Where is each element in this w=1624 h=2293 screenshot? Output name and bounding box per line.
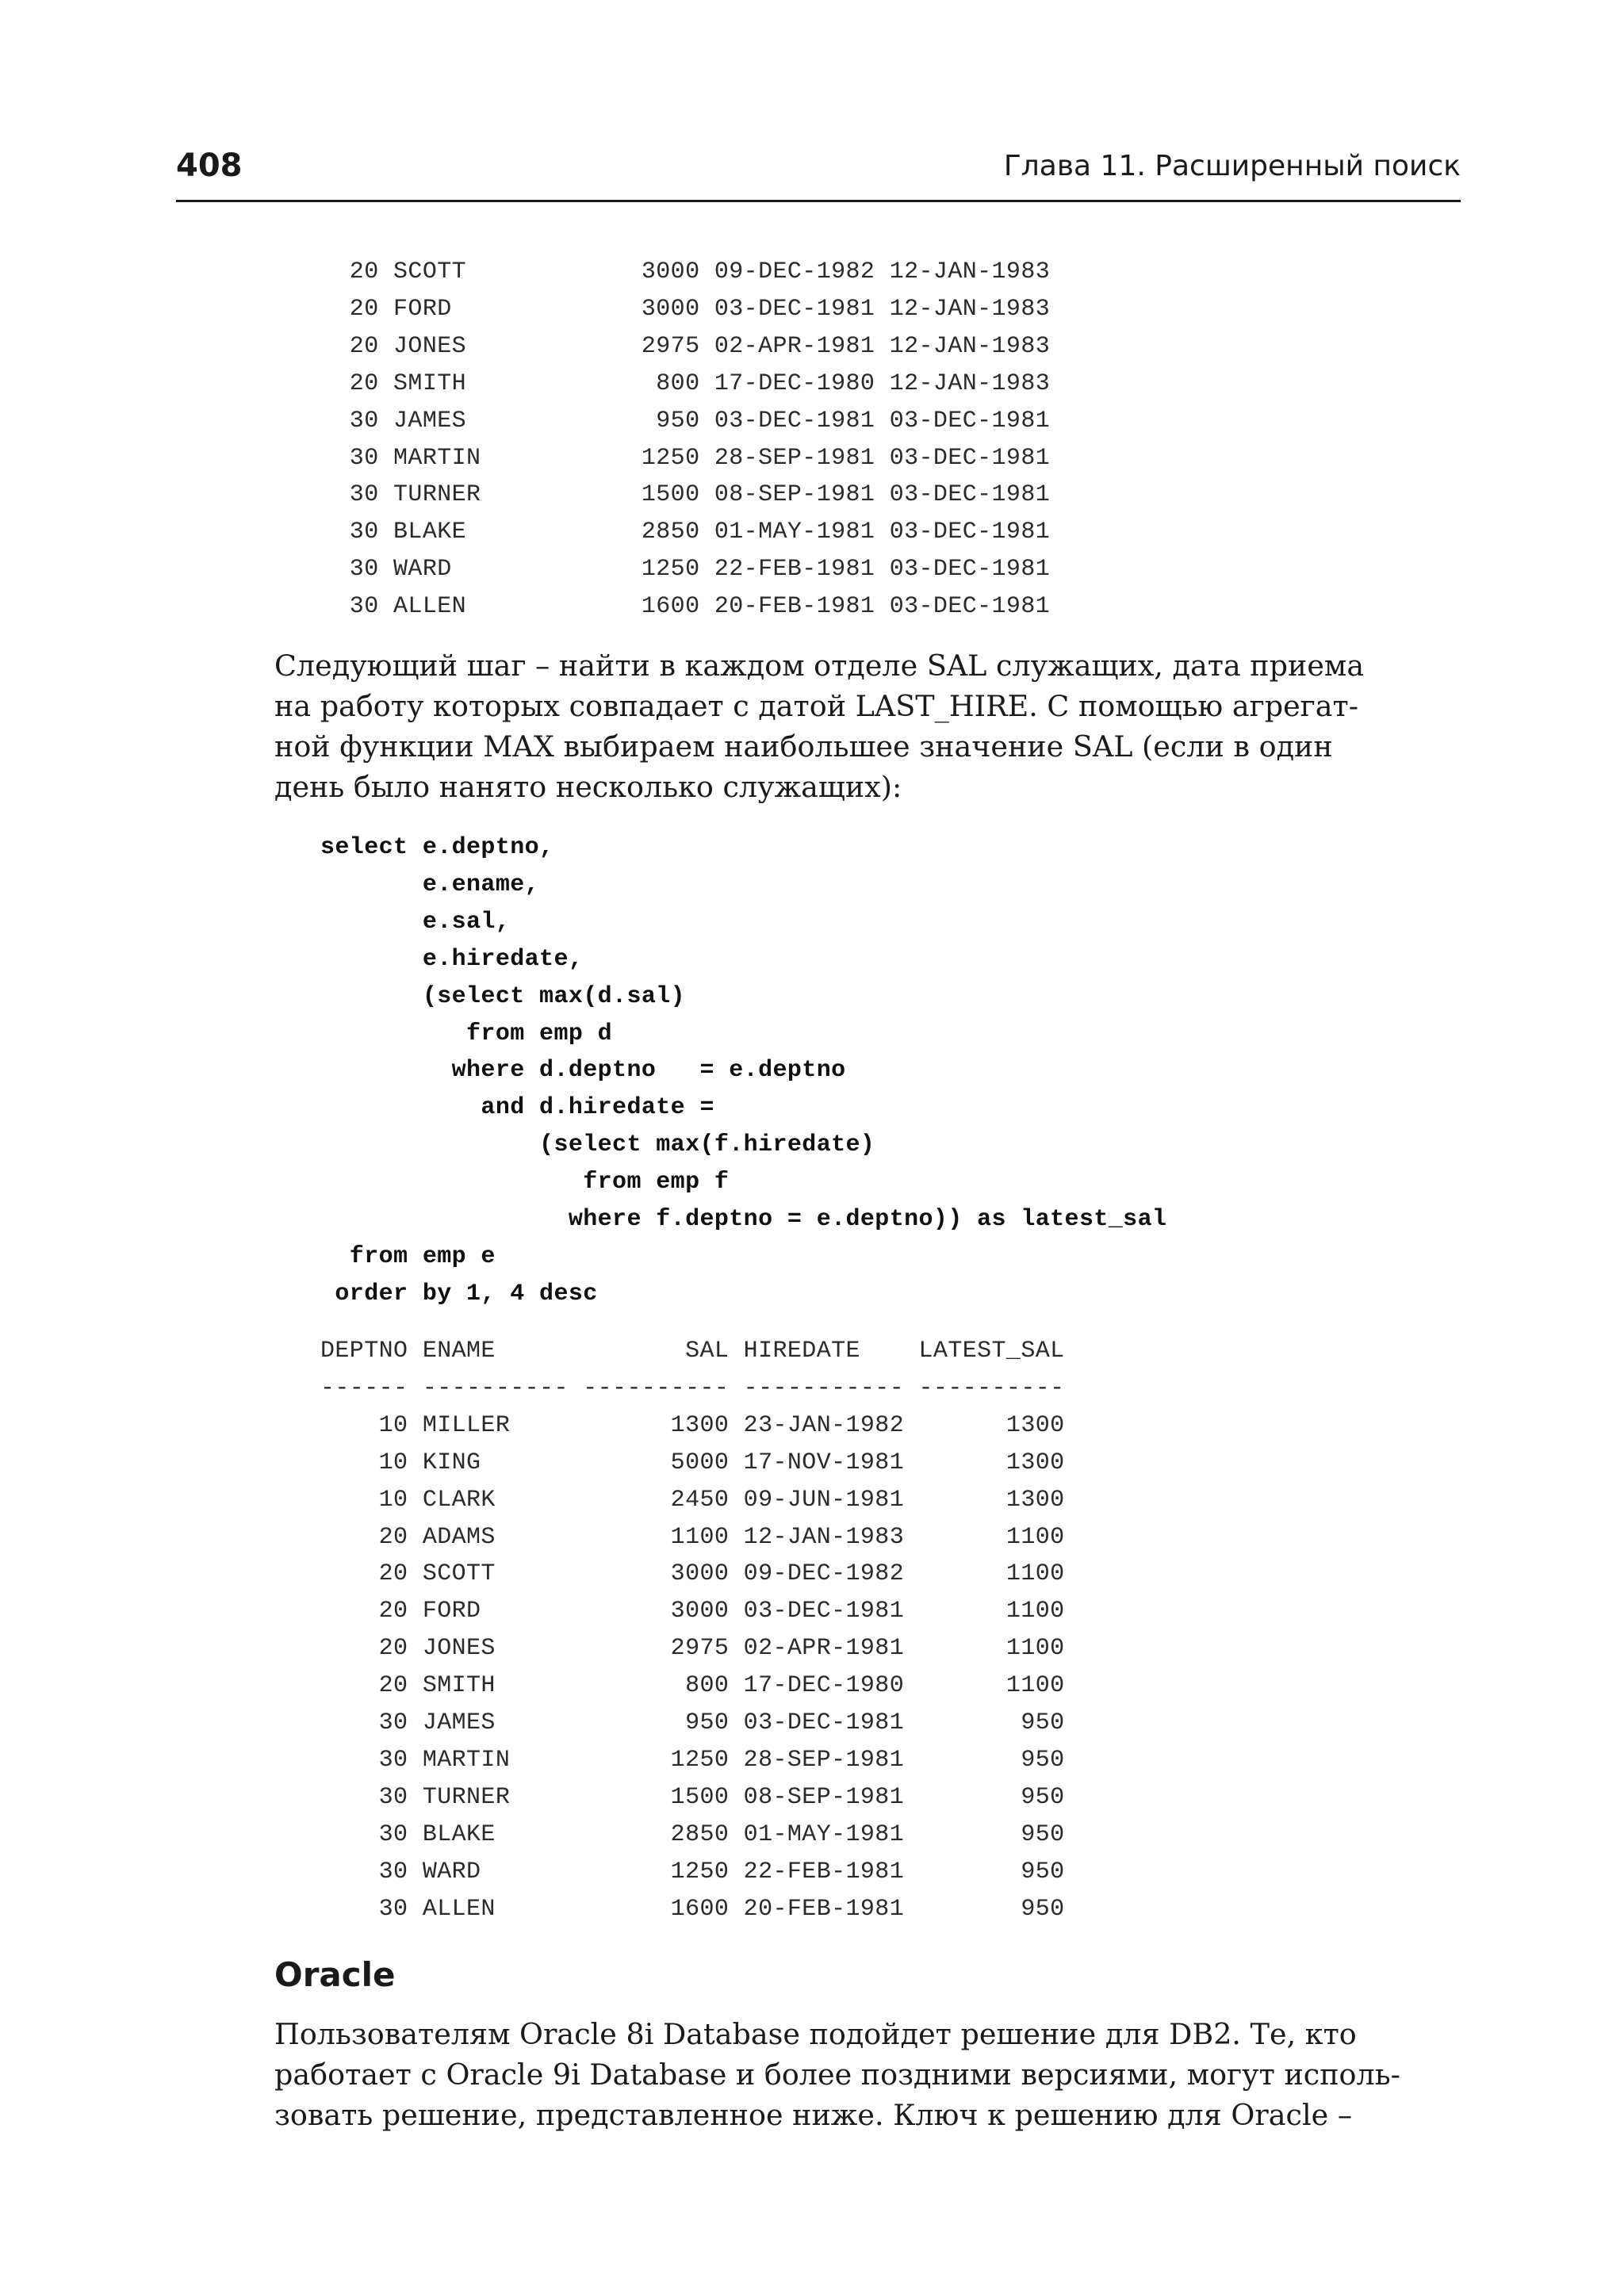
paragraph-line: работает с Oracle 9i Database и более поздними версиями, могут исполь- <box>274 2058 1400 2092</box>
chapter-title: Глава 11. Расширенный поиск <box>1003 150 1461 182</box>
sql-code-listing: select e.deptno, e.ename, e.sal, e.hiredate, (select max(d.sal) from emp d where d.deptno = e.deptno and d.hiredate = (select max(f.hiredate) from emp f where f.deptno = e.deptno)) as latest_sal from emp e order by 1, 4 desc <box>320 834 1167 1307</box>
paragraph-line: на работу которых совпадает с датой LAST_HIRE. С помощью агрегат- <box>274 689 1359 723</box>
body-paragraph-2 <box>274 2014 1400 2135</box>
paragraph-line: Пользователям Oracle 8i Database подойдет решение для DB2. Те, кто <box>274 2017 1357 2051</box>
body-paragraph-1 <box>274 645 1364 807</box>
paragraph-line: Следующий шаг – найти в каждом отделе SAL служащих, дата приема <box>274 649 1365 683</box>
query-result-table-top: 20 SCOTT 3000 09-DEC-1982 12-JAN-1983 20 FORD 3000 03-DEC-1981 12-JAN-1983 20 JONES 2975 02-APR-1981 12-JAN-1983 20 SMITH 800 17-DEC-1980 12-JAN-1983 30 JAMES 950 03-DEC-1981 03-DEC-1981 30 MARTIN 1250 28-SEP-1981 03-DEC-1981 30 TURNER 1500 08-SEP-1981 03-DEC-1981 30 BLAKE 2850 01-MAY-1981 03-DEC-1981 30 WARD 1250 22-FEB-1981 03-DEC-1981 30 ALLEN 1600 20-FEB-1981 03-DEC-1981 <box>349 258 1051 621</box>
section-heading-oracle: Oracle <box>274 1955 396 1994</box>
query-result-table-bottom: DEPTNO ENAME SAL HIREDATE LATEST_SAL ------ ---------- ---------- ----------- ---------- 10 MILLER 1300 23-JAN-1982 1300 10 KING 5000 17-NOV-1981 1300 10 CLARK 2450 09-JUN-1981 1300 20 ADAMS 1100 12-JAN-1983 1100 20 SCOTT 3000 09-DEC-1982 1100 20 FORD 3000 03-DEC-1981 1100 20 JONES 2975 02-APR-1981 1100 20 SMITH 800 17-DEC-1980 1100 30 JAMES 950 03-DEC-1981 950 30 MARTIN 1250 28-SEP-1981 950 30 TURNER 1500 08-SEP-1981 950 30 BLAKE 2850 01-MAY-1981 950 30 WARD 1250 22-FEB-1981 950 30 ALLEN 1600 20-FEB-1981 950 <box>320 1338 1065 1923</box>
paragraph-line: ной функции MAX выбираем наибольшее значение SAL (если в один <box>274 729 1333 764</box>
page-number: 408 <box>176 147 243 184</box>
running-header <box>176 147 1461 202</box>
paragraph-line: зовать решение, представленное ниже. Ключ к решению для Oracle – <box>274 2098 1353 2132</box>
paragraph-line: день было нанято несколько служащих): <box>274 770 902 804</box>
